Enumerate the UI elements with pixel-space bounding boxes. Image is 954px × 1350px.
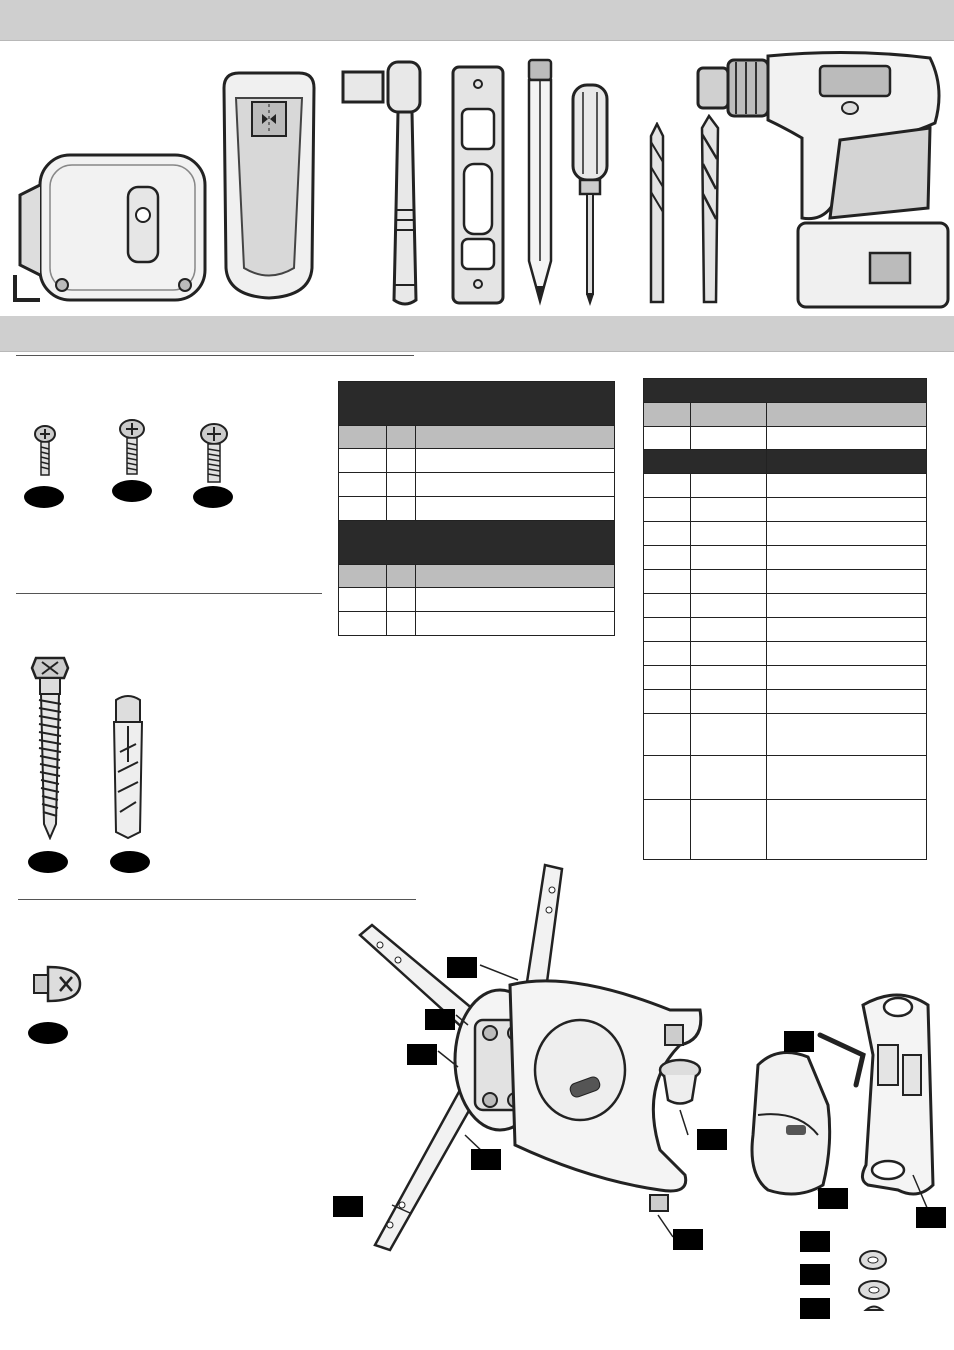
- tv-mount-diagram: [340, 845, 720, 1265]
- tape-measure-icon: [10, 145, 210, 305]
- table-row: [644, 546, 927, 570]
- screw-medium-icon: [119, 419, 145, 477]
- part-tag: [333, 1196, 363, 1217]
- wall-anchor-icon: [106, 692, 150, 840]
- wall-anchor-badge: [110, 851, 150, 873]
- table-row: [339, 588, 615, 612]
- lag-bolt-badge: [28, 851, 68, 873]
- screw-medium-badge: [112, 480, 152, 502]
- hardware-header-band: [0, 316, 954, 352]
- part-tag: [425, 1009, 455, 1030]
- power-drill-icon: [690, 48, 950, 310]
- table-row: [339, 612, 615, 636]
- part-tag: [818, 1188, 848, 1209]
- part-tag: [800, 1298, 830, 1319]
- table-row: [339, 449, 615, 473]
- pencil-icon: [525, 56, 555, 306]
- table-row: [644, 618, 927, 642]
- right-parts-table: [643, 378, 927, 860]
- screw-small-icon: [34, 425, 56, 477]
- table-row: [644, 690, 927, 714]
- table-row: [644, 642, 927, 666]
- wall-hardware-rule: [16, 593, 322, 594]
- table-row: [644, 427, 927, 450]
- stud-finder-icon: [214, 68, 324, 303]
- part-tag: [784, 1031, 814, 1052]
- left-hardware-table: [338, 381, 615, 636]
- table-row: [644, 522, 927, 546]
- table-subheader-row: [339, 565, 615, 588]
- table-header-row: [339, 382, 615, 426]
- table-row: [644, 594, 927, 618]
- table-subheader-row: [339, 426, 615, 449]
- table-row: [644, 714, 927, 756]
- table-row: [644, 756, 927, 800]
- table-subheader-row: [644, 403, 927, 427]
- part-tag: [447, 957, 477, 978]
- part-tag: [697, 1129, 727, 1150]
- drill-bit-icon: [647, 122, 667, 306]
- screw-large-icon: [199, 423, 229, 485]
- table-row: [644, 666, 927, 690]
- part-tag: [471, 1149, 501, 1170]
- tools-header-band: [0, 0, 954, 41]
- pan-head-screw-badge: [28, 1022, 68, 1044]
- table-row: [644, 570, 927, 594]
- part-tag: [800, 1264, 830, 1285]
- part-tag: [800, 1231, 830, 1252]
- table-header-row: [339, 521, 615, 565]
- tv-screws-rule: [16, 355, 414, 356]
- lag-bolt-icon: [30, 654, 70, 840]
- socket-wrench-icon: [340, 60, 430, 308]
- wall-bracket-diagram: [738, 985, 948, 1315]
- screw-large-badge: [193, 486, 233, 508]
- part-tag: [407, 1044, 437, 1065]
- screwdriver-icon: [568, 82, 612, 308]
- table-row: [644, 474, 927, 498]
- pan-head-screw-icon: [30, 963, 82, 1005]
- table-row: [339, 473, 615, 497]
- part-tag: [916, 1207, 946, 1228]
- table-header-row: [644, 379, 927, 403]
- level-icon: [450, 64, 506, 306]
- table-header-row: [644, 450, 927, 474]
- table-row: [339, 497, 615, 521]
- part-tag: [673, 1229, 703, 1250]
- table-row: [644, 498, 927, 522]
- screw-small-badge: [24, 486, 64, 508]
